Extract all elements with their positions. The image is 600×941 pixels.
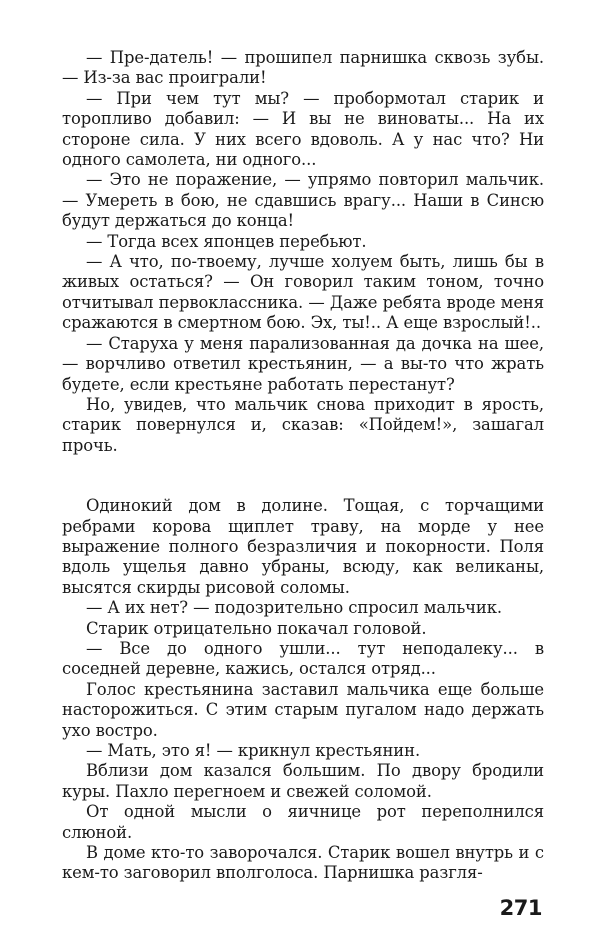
paragraph: — Мать, это я! — крикнул крестьянин.	[86, 741, 421, 760]
section-break	[62, 456, 544, 496]
paragraph: — Старуха у меня парализованная да дочка на шее, — ворчливо ответил крестьянин, — а вы-то что жрать будете, если крестьяне работать перестанут?	[62, 333, 544, 394]
paragraph: — Все до одного ушли... тут неподалеку... в соседней деревне, кажись, остался отряд...	[62, 638, 544, 679]
paragraph: — Тогда всех японцев перебьют.	[86, 231, 367, 251]
paragraph: В доме кто-то заворочался. Старик вошел внутрь и с кем-то заговорил вполголоса. Парнишка разгля-	[62, 843, 544, 883]
paragraph: — А что, по-твоему, лучше холуем быть, лишь бы в живых остаться? — Он говорил таким тоном, точно отчитывал первоклассника. — Даже ребята вроде меня сражаются в смертном бою. Эх, ты!.. А еще взрослый!..	[62, 252, 544, 333]
paragraph: Старик отрицательно покачал головой.	[86, 618, 427, 638]
paragraph: Но, увидев, что мальчик снова приходит в ярость, старик повернулся и, сказав: «Пойдем!», зашагал прочь.	[62, 394, 544, 455]
page-number: 271	[499, 896, 542, 920]
paragraph: Голос крестьянина заставил мальчика еще больше насторожиться. С этим старым пугалом надо держать ухо востро.	[62, 679, 544, 740]
paragraph: От одной мысли о яичнице рот переполнился слюной.	[62, 802, 544, 842]
paragraph: — Пре-датель! — прошипел парнишка сквозь зубы. — Из-за вас проиграли!	[62, 48, 544, 88]
paragraph: — При чем тут мы? — пробормотал старик и торопливо добавил: — И вы не виноваты... На их стороне сила. У них всего вдоволь. А у нас что? Ни одного самолета, ни одного...	[62, 88, 544, 170]
paragraph: Одинокий дом в долине. Тощая, с торчащими ребрами корова щиплет траву, на морде у нее выражение полного безразличия и покорности. Поля вдоль ущелья давно убраны, всюду, как великаны, высятся скирды рисовой соломы.	[62, 496, 544, 597]
paragraph: — Это не поражение, — упрямо повторил мальчик. — Умереть в бою, не сдавшись врагу... Наши в Синсю будут держаться до конца!	[62, 170, 544, 231]
paragraph: Вблизи дом казался большим. По двору бродили куры. Пахло перегноем и свежей соломой.	[62, 761, 544, 801]
paragraph: — А их нет? — подозрительно спросил мальчик.	[86, 598, 502, 618]
page-body	[62, 48, 544, 884]
